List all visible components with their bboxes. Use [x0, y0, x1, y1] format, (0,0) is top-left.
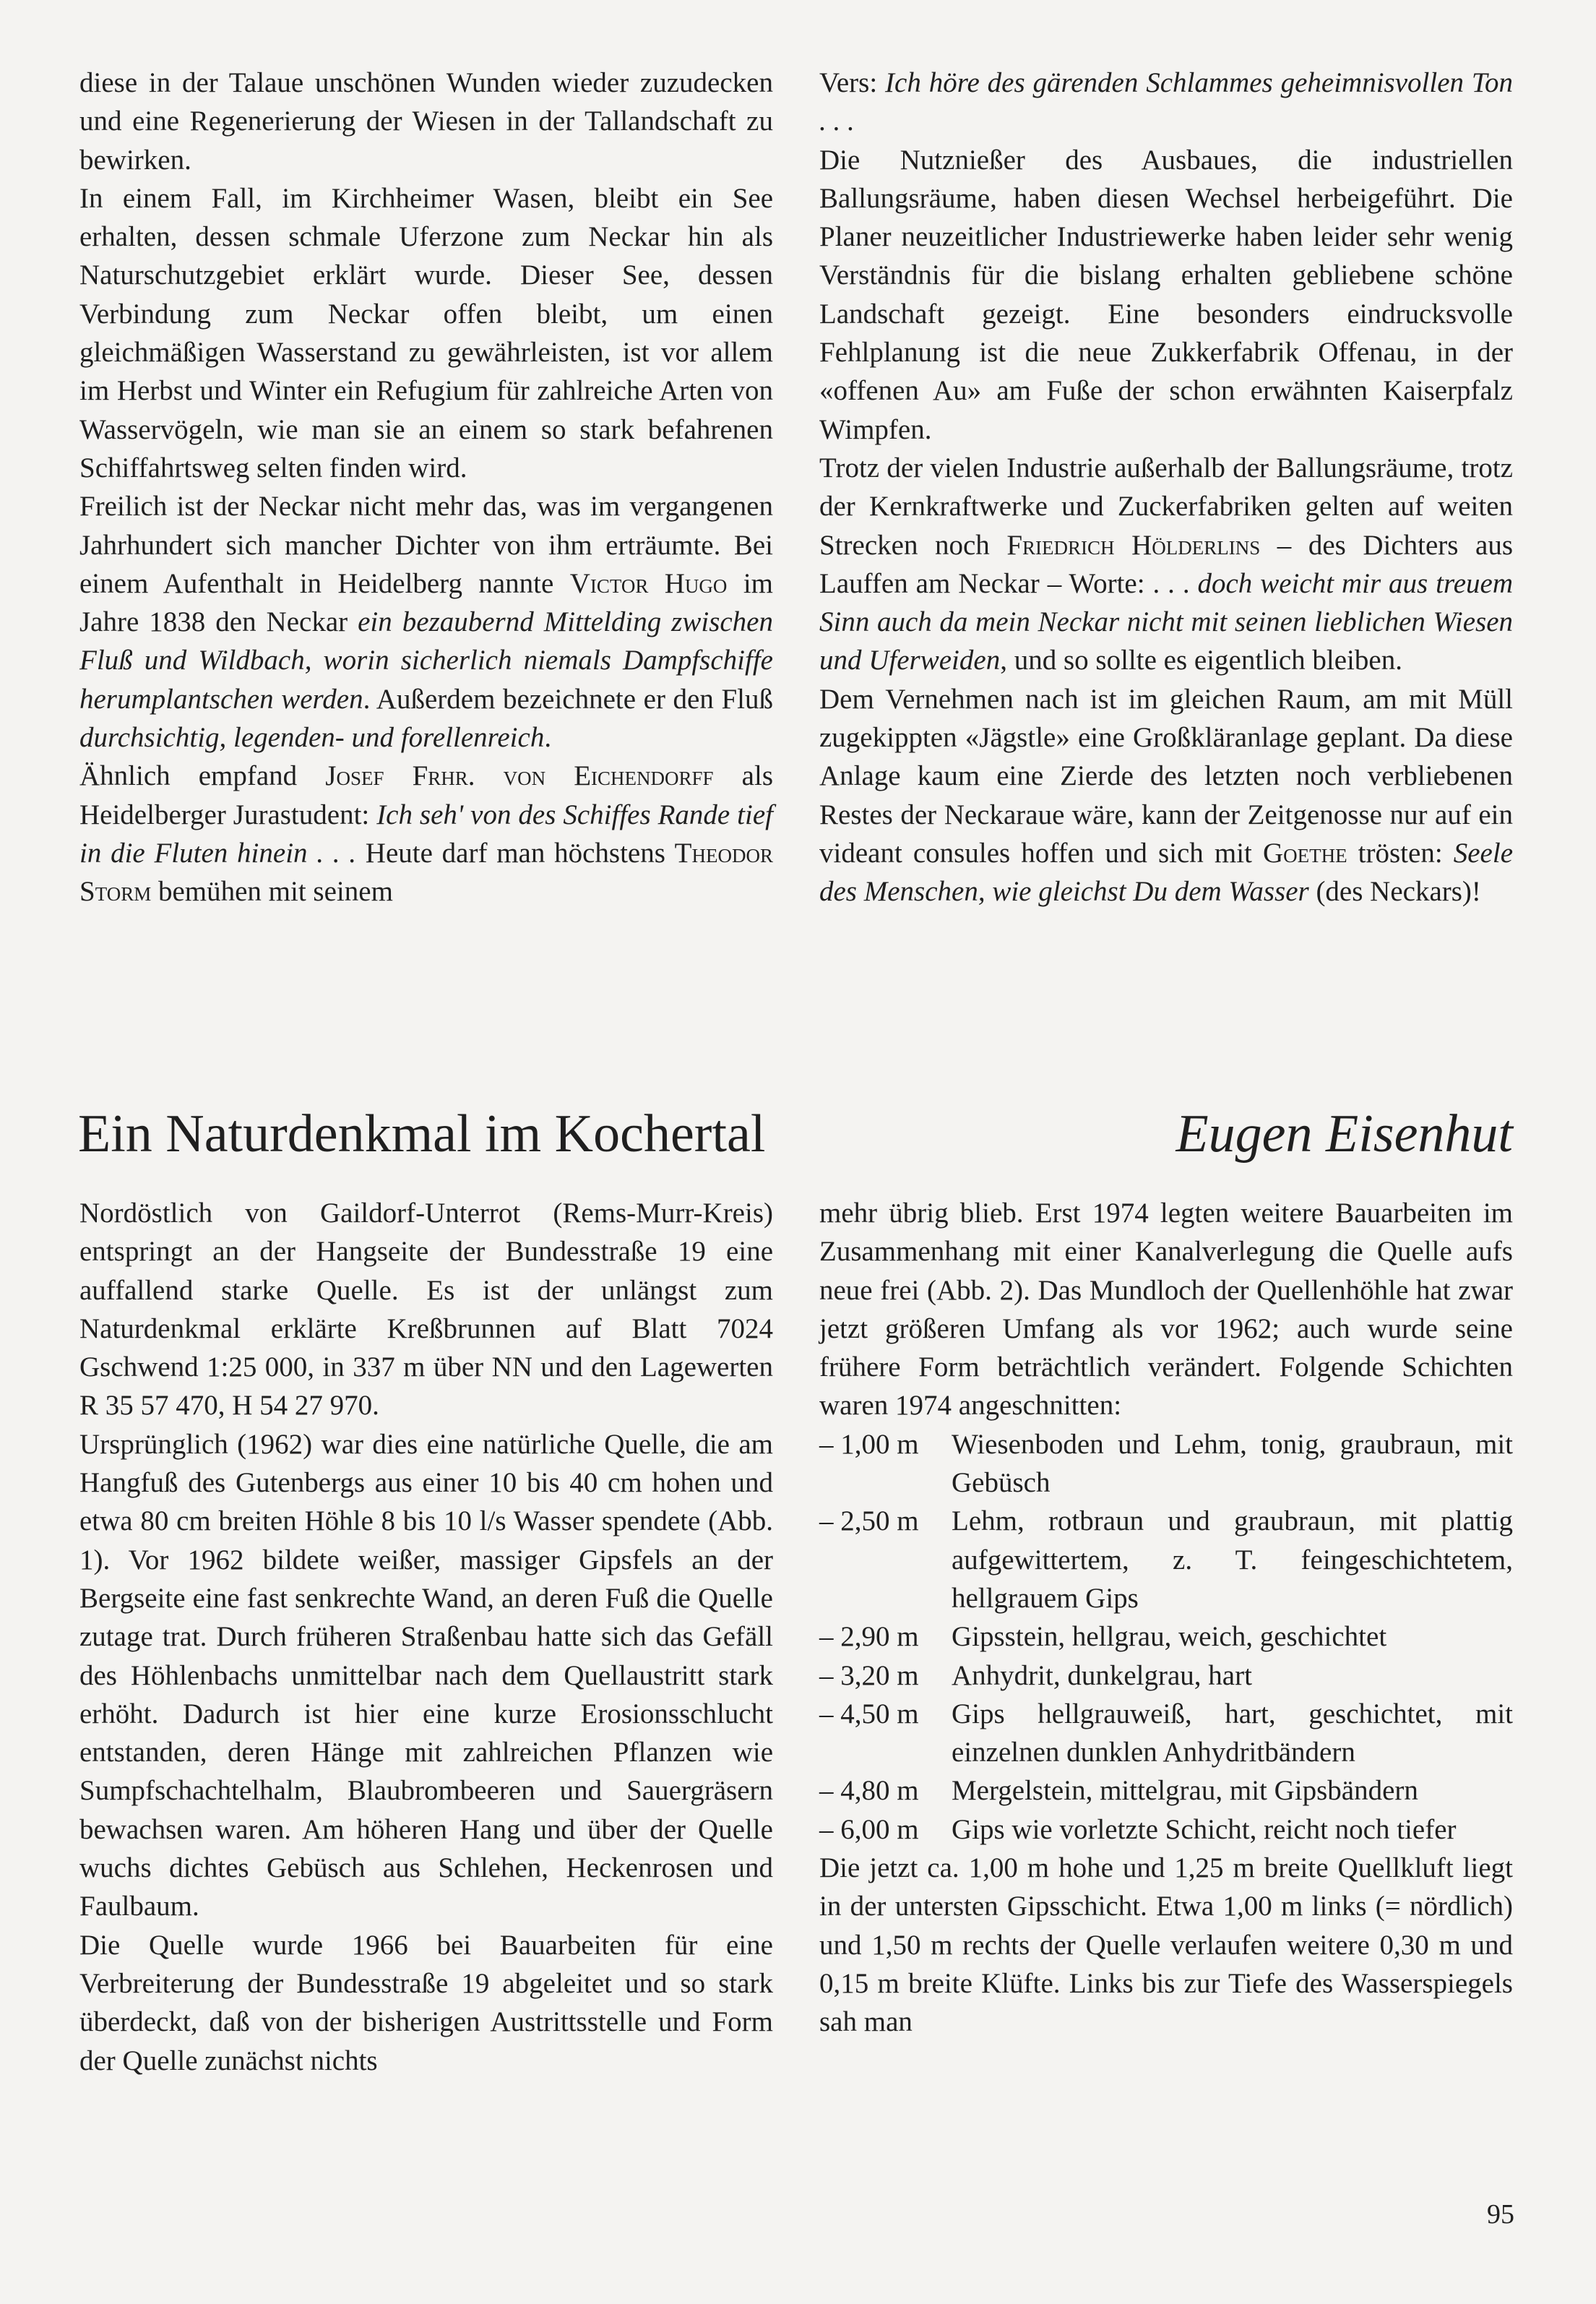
paragraph: Die Quelle wurde 1966 bei Bauarbeiten für eine Verbreiterung der Bundesstraße 19 abgeleitet und so stark überdeckt, daß von der bisherigen Austrittsstelle und Form der Quelle zunächst nichts — [79, 1929, 773, 2076]
quote: doch weicht mir aus treuem Sinn auch da mein Neckar nicht mit seinen lieblichen Wiesen und Uferweiden — [819, 567, 1513, 676]
layer-item — [819, 1695, 1513, 1772]
paragraph: Ursprünglich (1962) war dies eine natürliche Quelle, die am Hangfuß des Gutenbergs aus einer 10 bis 40 cm hohen und etwa 80 cm breiten Höhle 8 bis 10 l/s Wasser spendete (Abb. 1). Vor 1962 bildete weißer, massiger Gipsfels an der Bergseite eine fast senkrechte Wand, an deren Fuß die Quelle zutage trat. Durch früheren Straßenbau hatte sich das Gefäll des Höhlenbachs unmittelbar nach dem Quellaustritt stark erhöht. Dadurch ist hier eine kurze Erosionsschlucht entstanden, deren Hänge mit zahlreichen Pflanzen wie Sumpfschachtelhalm, Blaubrombeeren und Sauergräsern bewachsen waren. Am höheren Hang und über der Quelle wuchs dichtes Gebüsch aus Schlehen, Heckenrosen und Faulbaum. — [79, 1428, 773, 1922]
layer-list — [819, 1425, 1513, 1849]
paragraph: In einem Fall, im Kirchheimer Wasen, bleibt ein See erhalten, dessen schmale Uferzone zum Neckar hin als Naturschutzgebiet erklärt wurde. Dieser See, dessen Verbindung zum Neckar offen bleibt, um einen gleichmäßigen Wasserstand zu gewährleisten, ist vor allem im Herbst und Winter ein Refugium für zahlreiche Arten von Wasservögeln, wie man sie an einem so stark befahrenen Schiffahrtsweg selten finden wird. — [79, 182, 773, 483]
layer-description: Lehm, rotbraun und graubraun, mit plattig aufgewittertem, z. T. feingeschichtetem, hellgrauem Gips — [952, 1505, 1513, 1614]
layer-item — [819, 1617, 1513, 1656]
layer-description: Gipsstein, hellgrau, weich, geschichtet — [952, 1621, 1387, 1653]
layer-item — [819, 1656, 1513, 1695]
layer-description: Wiesenboden und Lehm, tonig, graubraun, mit Gebüsch — [952, 1428, 1513, 1499]
layer-depth: – 1,00 m — [819, 1428, 919, 1460]
quote: Seele des Menschen, wie gleichst Du dem Wasser — [819, 837, 1514, 908]
layer-depth: – 4,50 m — [819, 1698, 919, 1729]
paragraph: Freilich ist der Neckar nicht mehr das, was im vergangenen Jahrhundert sich mancher Dichter von ihm erträumte. Bei einem Aufenthalt in Heidelberg nannte Victor Hugo im Jahre 1838 den Neckar ein bezaubernd Mittelding zwischen Fluß und Wildbach, worin sicherlich niemals Dampfschiffe herumplantschen werden. Außerdem bezeichnete er den Fluß durchsichtig, legenden- und forellenreich. — [79, 491, 773, 754]
layer-depth: – 4,80 m — [819, 1775, 919, 1807]
layer-item — [819, 1810, 1513, 1849]
layer-description: Mergelstein, mittelgrau, mit Gipsbändern — [952, 1775, 1418, 1807]
column-bottom-right — [819, 1194, 1513, 2042]
paragraph: Vers: Ich höre des gärenden Schlammes geheimnisvollen Ton . . . — [819, 67, 1514, 137]
paragraph: Ähnlich empfand Josef Frhr. von Eichendorff als Heidelberger Jurastudent: Ich seh' von des Schiffes Rande tief in die Fluten hinein . . . Heute darf man höchstens Theodor Storm bemühen mit seinem — [79, 760, 773, 908]
paragraph: Die Nutznießer des Ausbaues, die industriellen Ballungsräume, haben diesen Wechsel herbeigeführt. Die Planer neuzeitlicher Industriewerke haben leider sehr wenig Verständnis für die bislang erhalten gebliebene schöne Landschaft gezeigt. Eine besonders eindrucksvolle Fehlplanung ist die neue Zukkerfabrik Offenau, in der «offenen Au» am Fuße der schon erwähnten Kaiserpfalz Wimpfen. — [819, 144, 1513, 445]
layer-item — [819, 1425, 1513, 1503]
layer-depth: – 6,00 m — [819, 1813, 919, 1845]
paragraph: mehr übrig blieb. Erst 1974 legten weitere Bauarbeiten im Zusammenhang mit einer Kanalverlegung die Quelle aufs neue frei (Abb. 2). Das Mundloch der Quellenhöhle hat zwar jetzt größeren Umfang als vor 1962; auch wurde seine frühere Form beträchtlich verändert. Folgende Schichten waren 1974 angeschnitten: — [819, 1198, 1513, 1422]
author-name: Victor Hugo — [569, 567, 728, 599]
column-bottom-left — [79, 1194, 773, 2080]
layer-depth: – 3,20 m — [819, 1659, 919, 1691]
page-number: 95 — [1487, 2199, 1514, 2230]
article-author: Eugen Eisenhut — [1176, 1104, 1513, 1164]
quote: ein bezaubernd Mittelding zwischen Fluß und Wildbach, worin sicherlich niemals Dampfschiffe herumplantschen werden — [79, 606, 773, 715]
layer-depth: – 2,50 m — [819, 1505, 919, 1537]
column-top-right — [819, 64, 1513, 911]
author-name: Josef Frhr. von Eichendorff — [325, 760, 714, 792]
author-name: Theodor Storm — [79, 837, 773, 908]
paragraph: Dem Vernehmen nach ist im gleichen Raum, am mit Müll zugekippten «Jägstle» eine Großkläranlage geplant. Da diese Anlage kaum eine Zierde des letzten noch verbliebenen Restes der Neckaraue wäre, kann der Zeitgenosse nur auf ein videant consules hoffen und sich mit Goethe trösten: Seele des Menschen, wie gleichst Du dem Wasser (des Neckars)! — [819, 683, 1514, 908]
quote: Ich höre des gärenden Schlammes geheimnisvollen Ton . . . — [819, 67, 1514, 137]
layer-description: Anhydrit, dunkelgrau, hart — [952, 1659, 1252, 1691]
quote: Ich seh' von des Schiffes Rande tief in die Fluten hinein . . . — [79, 799, 773, 869]
layer-depth: – 2,90 m — [819, 1621, 919, 1653]
layer-item — [819, 1771, 1513, 1810]
layer-description: Gips wie vorletzte Schicht, reicht noch tiefer — [952, 1813, 1457, 1845]
column-top-left — [79, 64, 773, 911]
paragraph: Trotz der vielen Industrie außerhalb der Ballungsräume, trotz der Kernkraftwerke und Zuckerfabriken gelten auf weiten Strecken noch Friedrich Hölderlins – des Dichters aus Lauffen am Neckar – Worte: . . . doch weicht mir aus treuem Sinn auch da mein Neckar nicht mit seinen lieblichen Wiesen und Uferweiden, und so sollte es eigentlich bleiben. — [819, 452, 1513, 676]
paragraph: Nordöstlich von Gaildorf-Unterrot (Rems-Murr-Kreis) entspringt an der Hangseite der Bundesstraße 19 eine auffallend starke Quelle. Es ist der unlängst zum Naturdenkmal erklärte Kreßbrunnen auf Blatt 7024 Gschwend 1:25 000, in 337 m über NN und den Lagewerten R 35 57 470, H 54 27 970. — [79, 1198, 773, 1422]
layer-item — [819, 1502, 1513, 1617]
paragraph: Die jetzt ca. 1,00 m hohe und 1,25 m breite Quellkluft liegt in der untersten Gipsschicht. Etwa 1,00 m links (= nördlich) und 1,50 m rechts der Quelle verlaufen weitere 0,30 m und 0,15 m breite Klüfte. Links bis zur Tiefe des Wasserspiegels sah man — [819, 1852, 1513, 2038]
article-title: Ein Naturdenkmal im Kochertal — [78, 1104, 766, 1164]
paragraph: diese in der Talaue unschönen Wunden wieder zuzudecken und eine Regenerierung der Wiesen in der Tallandschaft zu bewirken. — [79, 67, 773, 176]
author-name: Goethe — [1262, 837, 1347, 869]
layer-description: Gips hellgrauweiß, hart, geschichtet, mit einzelnen dunklen Anhydritbändern — [952, 1698, 1513, 1768]
quote: durchsichtig, legenden- und forellenreich — [79, 722, 545, 754]
author-name: Friedrich Hölderlins — [1006, 529, 1261, 561]
